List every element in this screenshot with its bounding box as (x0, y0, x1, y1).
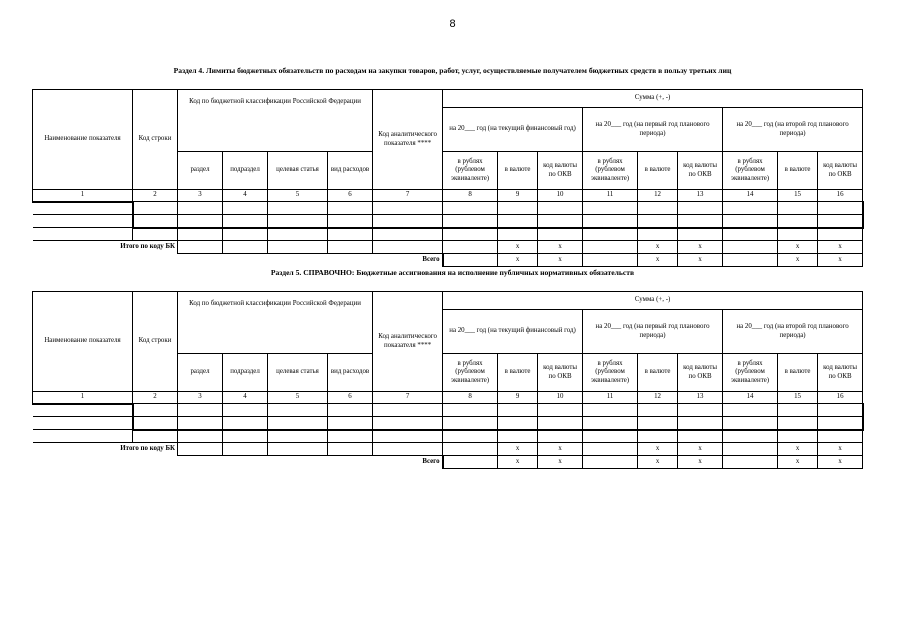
data-cell[interactable] (443, 456, 498, 469)
data-cell[interactable] (583, 254, 638, 267)
data-cell[interactable] (223, 404, 268, 417)
header-analytic-code (373, 90, 443, 190)
data-cell[interactable] (328, 404, 373, 417)
header-indicator-name (33, 90, 133, 190)
data-cell[interactable] (583, 202, 638, 215)
column-number: 3 (178, 392, 223, 404)
indicator-name-label: Наименование показателя (44, 135, 121, 143)
data-cell[interactable] (818, 202, 863, 215)
column-number: 4 (223, 190, 268, 202)
data-cell[interactable] (538, 430, 583, 443)
expense-type-label: вид расходов (330, 166, 370, 174)
year-first-label: на 20___ год (на первый год планового периода) (595, 322, 710, 339)
year-first-label: на 20___ год (на первый год планового периода) (595, 120, 710, 137)
data-cell[interactable] (178, 443, 223, 456)
data-cell[interactable] (223, 417, 268, 430)
header-year-first (583, 310, 723, 354)
data-cell[interactable] (678, 430, 723, 443)
data-cell[interactable] (268, 241, 328, 254)
razdel-label: раздел (190, 166, 210, 174)
rub-label: в рублях (рублевом эквиваленте) (451, 359, 490, 384)
header-currency (778, 152, 818, 190)
total-bk-row (33, 443, 863, 456)
data-cell[interactable] (583, 443, 638, 456)
data-cell[interactable] (133, 202, 178, 215)
column-number: 5 (268, 392, 328, 404)
x-mark: x (538, 254, 583, 267)
data-cell[interactable] (373, 443, 443, 456)
data-cell[interactable] (723, 202, 778, 215)
data-cell[interactable] (443, 241, 498, 254)
header-year-second (723, 310, 863, 354)
okv-label: код валюты по ОКВ (543, 363, 577, 380)
x-mark: x (678, 456, 723, 469)
data-cell[interactable] (133, 228, 178, 241)
data-cell[interactable] (583, 228, 638, 241)
data-cell[interactable] (723, 430, 778, 443)
header-year-first (583, 108, 723, 152)
data-cell[interactable] (638, 404, 678, 417)
x-mark: x (818, 254, 863, 267)
rub-label: в рублях (рублевом эквиваленте) (731, 359, 770, 384)
data-cell[interactable] (638, 417, 678, 430)
rub-label: в рублях (рублевом эквиваленте) (591, 359, 630, 384)
data-cell[interactable] (723, 443, 778, 456)
column-number: 12 (638, 190, 678, 202)
target-label: целевая статья (276, 166, 319, 174)
header-target (268, 152, 328, 190)
data-cell[interactable] (583, 417, 638, 430)
data-cell[interactable] (268, 404, 328, 417)
section-4-title: Раздел 4. Лимиты бюджетных обязательств по расходам на закупки товаров, работ, услуг, осуществляемые получателем бюджетных средств в пользу третьих лиц (173, 66, 732, 75)
data-cell[interactable] (328, 228, 373, 241)
data-cell[interactable] (33, 417, 133, 430)
data-cell[interactable] (498, 417, 538, 430)
data-cell[interactable] (443, 404, 498, 417)
x-mark: x (818, 456, 863, 469)
data-cell[interactable] (328, 202, 373, 215)
x-mark: x (538, 241, 583, 254)
header-target (268, 354, 328, 392)
data-cell[interactable] (778, 228, 818, 241)
data-cell[interactable] (223, 215, 268, 228)
year-second-label: на 20___ год (на второй год планового периода) (736, 322, 849, 339)
okv-label: код валюты по ОКВ (543, 161, 577, 178)
data-cell[interactable] (33, 404, 133, 417)
header-rub (443, 152, 498, 190)
data-cell[interactable] (373, 241, 443, 254)
data-cell[interactable] (538, 228, 583, 241)
data-cell[interactable] (638, 202, 678, 215)
header-sum (443, 90, 863, 108)
total-row (33, 254, 863, 267)
data-cell[interactable] (443, 417, 498, 430)
currency-label: в валюте (784, 368, 811, 376)
x-mark: x (638, 254, 678, 267)
total-row (33, 456, 863, 469)
data-cell[interactable] (133, 215, 178, 228)
data-cell[interactable] (443, 443, 498, 456)
data-cell[interactable] (178, 202, 223, 215)
total-label: Всего (422, 457, 440, 465)
column-number: 3 (178, 190, 223, 202)
x-mark: x (818, 443, 863, 456)
data-cell[interactable] (268, 228, 328, 241)
data-cell[interactable] (133, 404, 178, 417)
sum-label: Сумма (+, -) (634, 94, 671, 102)
data-cell[interactable] (538, 215, 583, 228)
column-number: 6 (328, 392, 373, 404)
rub-label: в рублях (рублевом эквиваленте) (591, 157, 630, 182)
data-cell[interactable] (373, 430, 443, 443)
header-expense-type (328, 354, 373, 392)
x-mark: x (778, 254, 818, 267)
column-number: 15 (778, 190, 818, 202)
x-mark: x (818, 241, 863, 254)
column-number: 8 (443, 392, 498, 404)
data-cell[interactable] (498, 202, 538, 215)
column-number: 1 (33, 392, 133, 404)
column-number: 7 (373, 190, 443, 202)
data-cell[interactable] (328, 417, 373, 430)
data-cell[interactable] (268, 202, 328, 215)
total-bk-label: Итого по коду БК (33, 443, 178, 456)
data-cell[interactable] (778, 417, 818, 430)
data-cell[interactable] (443, 254, 498, 267)
header-currency (498, 354, 538, 392)
header-currency (638, 152, 678, 190)
header-okv (538, 354, 583, 392)
data-cell[interactable] (538, 202, 583, 215)
okv-label: код валюты по ОКВ (683, 161, 717, 178)
data-cell[interactable] (178, 417, 223, 430)
expense-type-label: вид расходов (330, 368, 370, 376)
header-sum (443, 292, 863, 310)
header-okv (818, 354, 863, 392)
data-cell[interactable] (583, 456, 638, 469)
data-cell[interactable] (638, 215, 678, 228)
data-cell[interactable] (268, 417, 328, 430)
data-cell[interactable] (818, 404, 863, 417)
data-cell[interactable] (223, 202, 268, 215)
data-cell[interactable] (328, 443, 373, 456)
header-podrazdel (223, 354, 268, 392)
podrazdel-label: подраздел (230, 166, 260, 174)
data-cell[interactable] (443, 215, 498, 228)
column-number: 16 (818, 392, 863, 404)
total-bk-row (33, 241, 863, 254)
x-mark: x (778, 456, 818, 469)
data-cell[interactable] (778, 215, 818, 228)
x-mark: x (498, 254, 538, 267)
data-cell[interactable] (498, 430, 538, 443)
column-number: 8 (443, 190, 498, 202)
data-cell[interactable] (328, 215, 373, 228)
header-rub (723, 152, 778, 190)
header-okv (818, 152, 863, 190)
x-mark: x (638, 241, 678, 254)
x-mark: x (678, 241, 723, 254)
data-cell[interactable] (373, 404, 443, 417)
bk-code-label: Код по бюджетной классификации Российской Федерации (189, 300, 361, 307)
year-second-label: на 20___ год (на второй год планового периода) (736, 120, 849, 137)
table-row (33, 417, 863, 430)
column-number: 2 (133, 190, 178, 202)
table-row (33, 404, 863, 417)
data-cell[interactable] (33, 228, 133, 241)
okv-label: код валюты по ОКВ (823, 363, 858, 380)
data-cell[interactable] (133, 417, 178, 430)
data-cell[interactable] (723, 215, 778, 228)
razdel-label: раздел (190, 368, 210, 376)
data-cell[interactable] (818, 417, 863, 430)
row-code-label: Код строки (138, 337, 172, 345)
x-mark: x (638, 456, 678, 469)
column-number: 9 (498, 190, 538, 202)
section-4-table (32, 89, 864, 267)
data-cell[interactable] (498, 404, 538, 417)
currency-label: в валюте (504, 166, 531, 174)
header-rub (583, 354, 638, 392)
header-row-code (133, 90, 178, 190)
data-cell[interactable] (778, 430, 818, 443)
bk-code-label: Код по бюджетной классификации Российской Федерации (189, 98, 361, 105)
data-cell[interactable] (373, 228, 443, 241)
year-current-label: на 20___ год (на текущий финансовый год) (449, 125, 576, 133)
data-cell[interactable] (678, 215, 723, 228)
data-cell[interactable] (268, 443, 328, 456)
table-row (33, 430, 863, 443)
data-cell[interactable] (373, 215, 443, 228)
currency-label: в валюте (644, 368, 671, 376)
data-cell[interactable] (373, 417, 443, 430)
column-number: 10 (538, 190, 583, 202)
table-row (33, 215, 863, 228)
header-currency (778, 354, 818, 392)
column-number: 6 (328, 190, 373, 202)
data-cell[interactable] (723, 456, 778, 469)
column-number: 13 (678, 392, 723, 404)
indicator-name-label: Наименование показателя (44, 337, 121, 345)
data-cell[interactable] (33, 430, 133, 443)
data-cell[interactable] (373, 202, 443, 215)
data-cell[interactable] (33, 202, 133, 215)
x-mark: x (498, 241, 538, 254)
data-cell[interactable] (223, 241, 268, 254)
header-okv (538, 152, 583, 190)
section-5-table (32, 291, 864, 469)
data-cell[interactable] (223, 228, 268, 241)
header-okv (678, 152, 723, 190)
data-cell[interactable] (223, 430, 268, 443)
column-number: 5 (268, 190, 328, 202)
data-cell[interactable] (723, 241, 778, 254)
data-cell[interactable] (443, 202, 498, 215)
data-cell[interactable] (638, 430, 678, 443)
header-rub (583, 152, 638, 190)
section-5-title: Раздел 5. СПРАВОЧНО: Бюджетные ассигнования на исполнение публичных нормативных обязательств (270, 268, 635, 277)
currency-label: в валюте (784, 166, 811, 174)
header-year-second (723, 108, 863, 152)
x-mark: x (538, 456, 583, 469)
column-number: 7 (373, 392, 443, 404)
header-analytic-code (373, 292, 443, 392)
column-number: 14 (723, 190, 778, 202)
data-cell[interactable] (778, 202, 818, 215)
column-number: 1 (33, 190, 133, 202)
column-number: 9 (498, 392, 538, 404)
data-cell[interactable] (818, 215, 863, 228)
data-cell[interactable] (678, 202, 723, 215)
data-cell[interactable] (178, 404, 223, 417)
x-mark: x (498, 443, 538, 456)
data-cell[interactable] (583, 430, 638, 443)
target-label: целевая статья (276, 368, 319, 376)
data-cell[interactable] (33, 215, 133, 228)
data-cell[interactable] (583, 404, 638, 417)
data-cell[interactable] (723, 254, 778, 267)
x-mark: x (678, 254, 723, 267)
header-rub (443, 354, 498, 392)
x-mark: x (498, 456, 538, 469)
data-cell[interactable] (723, 404, 778, 417)
header-year-current (443, 310, 583, 354)
data-cell[interactable] (498, 215, 538, 228)
column-number: 10 (538, 392, 583, 404)
column-number: 11 (583, 392, 638, 404)
data-cell[interactable] (328, 430, 373, 443)
data-cell[interactable] (818, 228, 863, 241)
rub-label: в рублях (рублевом эквиваленте) (731, 157, 770, 182)
page-number: 8 (449, 18, 456, 30)
data-cell[interactable] (443, 430, 498, 443)
x-mark: x (778, 443, 818, 456)
data-cell[interactable] (268, 430, 328, 443)
data-cell[interactable] (178, 215, 223, 228)
x-mark: x (778, 241, 818, 254)
header-razdel (178, 152, 223, 190)
data-cell[interactable] (583, 215, 638, 228)
year-current-label: на 20___ год (на текущий финансовый год) (449, 327, 576, 335)
header-indicator-name (33, 292, 133, 392)
data-cell[interactable] (778, 404, 818, 417)
x-mark: x (538, 443, 583, 456)
data-cell[interactable] (723, 417, 778, 430)
header-year-current (443, 108, 583, 152)
data-cell[interactable] (498, 228, 538, 241)
data-cell[interactable] (223, 443, 268, 456)
x-mark: x (678, 443, 723, 456)
data-cell[interactable] (678, 404, 723, 417)
data-cell[interactable] (638, 228, 678, 241)
analytic-code-label: Код аналитического показателя **** (378, 332, 437, 349)
header-okv (678, 354, 723, 392)
table-row (33, 228, 863, 241)
column-number: 13 (678, 190, 723, 202)
data-cell[interactable] (443, 228, 498, 241)
row-code-label: Код строки (138, 135, 172, 143)
total-bk-label: Итого по коду БК (33, 241, 178, 254)
header-expense-type (328, 152, 373, 190)
sum-label: Сумма (+, -) (634, 296, 671, 304)
data-cell[interactable] (538, 404, 583, 417)
header-row-code (133, 292, 178, 392)
data-cell[interactable] (818, 430, 863, 443)
currency-label: в валюте (644, 166, 671, 174)
header-razdel (178, 354, 223, 392)
column-number: 16 (818, 190, 863, 202)
header-currency (498, 152, 538, 190)
data-cell[interactable] (723, 228, 778, 241)
data-cell[interactable] (583, 241, 638, 254)
column-number: 2 (133, 392, 178, 404)
analytic-code-label: Код аналитического показателя **** (378, 130, 437, 147)
okv-label: код валюты по ОКВ (823, 161, 858, 178)
data-cell[interactable] (538, 417, 583, 430)
column-number: 12 (638, 392, 678, 404)
x-mark: x (638, 443, 678, 456)
header-bk-code (178, 90, 373, 152)
okv-label: код валюты по ОКВ (683, 363, 717, 380)
header-currency (638, 354, 678, 392)
data-cell[interactable] (133, 430, 178, 443)
data-cell[interactable] (268, 215, 328, 228)
header-rub (723, 354, 778, 392)
currency-label: в валюте (504, 368, 531, 376)
column-number: 15 (778, 392, 818, 404)
header-bk-code (178, 292, 373, 354)
total-label: Всего (422, 255, 440, 263)
data-cell[interactable] (678, 228, 723, 241)
data-cell[interactable] (178, 241, 223, 254)
data-cell[interactable] (678, 417, 723, 430)
column-number: 4 (223, 392, 268, 404)
table-row (33, 202, 863, 215)
data-cell[interactable] (178, 430, 223, 443)
data-cell[interactable] (328, 241, 373, 254)
data-cell[interactable] (178, 228, 223, 241)
column-number: 14 (723, 392, 778, 404)
rub-label: в рублях (рублевом эквиваленте) (451, 157, 490, 182)
column-number: 11 (583, 190, 638, 202)
podrazdel-label: подраздел (230, 368, 260, 376)
header-podrazdel (223, 152, 268, 190)
